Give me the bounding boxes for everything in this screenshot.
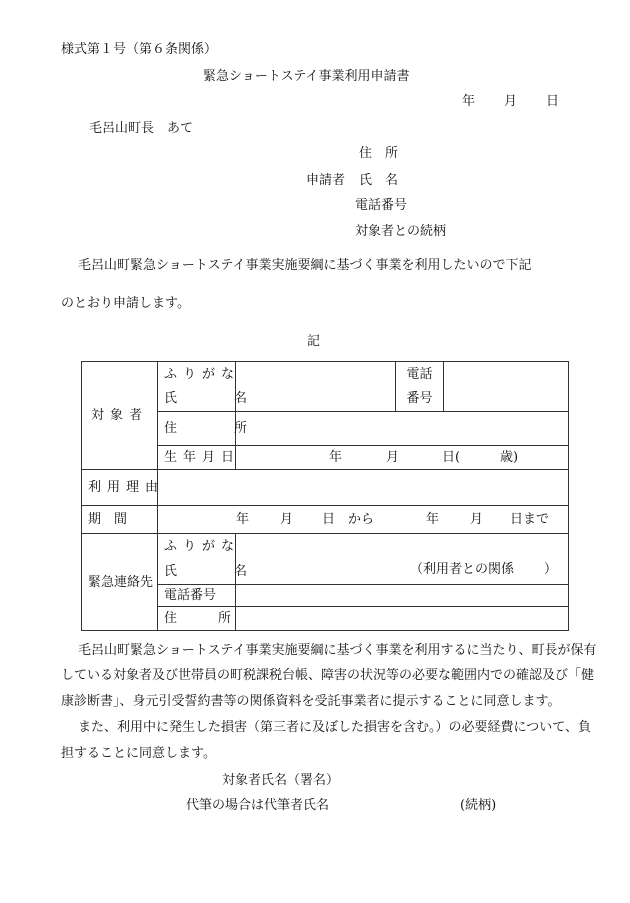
period-year-2: 年 [426,512,440,527]
subject-address-field[interactable] [236,412,569,446]
consent-p2-line-1: また、利用中に発生した損害（第三者に及ぼした損害を含む。）の必要経費について、負 [78,720,591,735]
period-day-1: 日 [322,512,336,527]
birth-age-label: 歳) [500,450,519,465]
birth-month-label: 月 [386,450,400,465]
consent-p2-line-2: 担することに同意します。 [61,746,216,761]
period-until: 日まで [510,512,550,527]
reason-field[interactable] [158,470,569,506]
subject-phone-label-2: 番号 [396,387,444,412]
subject-phone-field[interactable] [444,362,569,412]
intro-line-1: 毛呂山町緊急ショートステイ事業実施要綱に基づく事業を利用したいので下記 [78,258,532,273]
period-month-2: 月 [470,512,484,527]
date-day-label: 日 [546,94,560,109]
subject-label: 対象者 [82,362,158,470]
date-year-label: 年 [462,94,476,109]
period-from: から [348,512,375,527]
consent-p1-line-1: 毛呂山町緊急ショートステイ事業実施要綱に基づく事業を利用するに当たり、町長が保有 [78,643,597,658]
subject-phone-label-1: 電話 [396,362,444,387]
proxy-signature-label: 代筆の場合は代筆者氏名 [186,798,330,813]
subject-birthdate-field[interactable] [236,446,569,470]
subject-name-label: 氏 名 [158,387,236,412]
emergency-address-field[interactable] [236,607,569,631]
birth-day-label: 日( [442,450,461,465]
emergency-name-label: 氏 名 [158,559,236,585]
emergency-relation-open: （利用者との関係 [410,561,515,577]
emergency-address-label: 住 所 [158,607,236,631]
period-year-1: 年 [236,512,250,527]
applicant-address-label: 住 所 [359,146,399,161]
date-month-label: 月 [504,94,518,109]
emergency-phone-label: 電話番号 [158,585,236,607]
application-form-table [81,361,569,631]
subject-address-label: 住 所 [158,412,236,446]
form-number: 様式第１号（第６条関係） [61,42,218,57]
emergency-phone-field[interactable] [236,585,569,607]
emergency-furigana-label: ふりがな [158,534,236,559]
emergency-relation-close: ） [544,561,558,577]
consent-p1-line-2: している対象者及び世帯員の町税課税台帳、障害の状況等の必要な範囲内での確認及び「健 [61,668,595,683]
ki-heading: 記 [307,334,321,349]
period-month-1: 月 [280,512,294,527]
reason-label: 利用理由 [82,470,158,506]
subject-signature-label: 対象者氏名（署名） [222,773,340,788]
intro-line-2: のとおり申請します。 [61,296,190,311]
emergency-name-field[interactable] [236,534,569,585]
consent-p1-line-3: 康診断書」、身元引受誓約書等の関係資料を受託事業者に提示することに同意します。 [61,694,561,709]
document-title: 緊急ショートステイ事業利用申請書 [203,69,410,84]
applicant-label: 申請者 [306,173,346,188]
period-label: 期 間 [88,512,128,527]
subject-furigana-label: ふりがな [158,362,236,387]
period-field[interactable] [158,506,569,534]
applicant-name-label: 氏 名 [359,173,399,188]
emergency-contact-label: 緊急連絡先 [82,534,158,631]
birth-year-label: 年 [329,450,343,465]
subject-birthdate-label: 生年月日 [158,446,236,470]
proxy-relation-label: (続柄) [460,798,497,813]
period-label-cell [82,506,158,534]
addressee: 毛呂山町長 あて [89,121,194,136]
applicant-phone-label: 電話番号 [355,198,408,213]
applicant-relation-label: 対象者との続柄 [355,224,447,239]
